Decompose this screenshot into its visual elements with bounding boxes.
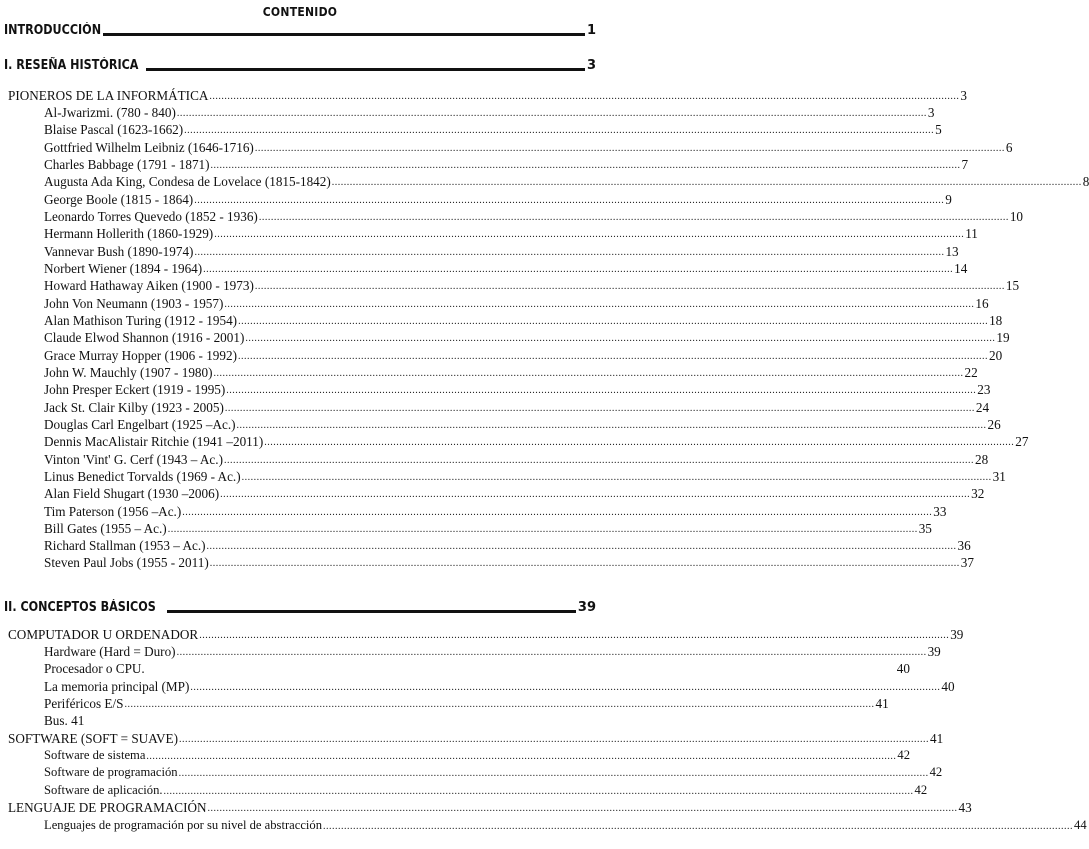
toc-leader-dots: .......................................................................................................................................................................................................................................................... bbox=[176, 108, 927, 119]
toc-entry-page: 35 bbox=[918, 521, 932, 536]
toc-entry[interactable] bbox=[8, 729, 944, 746]
toc-leader-dots: .......................................................................................................................................................................................................................................................... bbox=[224, 403, 975, 414]
toc-entry-page: 15 bbox=[1005, 278, 1020, 293]
toc-leader-dots: .......................................................................................................................................................................................................................................................... bbox=[213, 368, 964, 379]
document-title: CONTENIDO bbox=[262, 5, 338, 19]
toc-entry[interactable] bbox=[44, 103, 935, 120]
toc-entry-label: LENGUAJE DE PROGRAMACIÓN bbox=[8, 800, 207, 815]
toc-entry-label: Vinton 'Vint' G. Cerf (1943 – Ac.) bbox=[44, 452, 223, 467]
toc-leader-dots: .......................................................................................................................................................................................................................................................... bbox=[254, 281, 1005, 292]
toc-entry-page: 27 bbox=[1015, 434, 1029, 449]
toc-entry-label: Tim Paterson (1956 –Ac.) bbox=[44, 504, 182, 519]
toc-entry[interactable] bbox=[44, 677, 955, 694]
toc-entry[interactable] bbox=[44, 172, 1089, 189]
toc-section-label: INTRODUCCIÓN bbox=[4, 23, 102, 38]
toc-entry-label: Grace Murray Hopper (1906 - 1992) bbox=[44, 348, 237, 363]
toc-entry[interactable] bbox=[44, 415, 1001, 432]
toc-leader-dots: .......................................................................................................................................................................................................................................................... bbox=[146, 751, 897, 762]
toc-entry-label: Software de aplicación. bbox=[44, 783, 163, 797]
toc-entry-label: Claude Elwod Shannon (1916 - 2001) bbox=[44, 330, 245, 345]
toc-entry-page: 24 bbox=[975, 400, 990, 415]
toc-leader-dots: .......................................................................................................................................................................................................................................................... bbox=[176, 647, 927, 658]
toc-entry-label: Jack St. Clair Kilby (1923 - 2005) bbox=[44, 400, 224, 415]
toc-entry-label: Bill Gates (1955 – Ac.) bbox=[44, 521, 167, 536]
toc-entry-label: SOFTWARE (SOFT = SUAVE) bbox=[8, 731, 178, 746]
toc-leader-dots: .......................................................................................................................................................................................................................................................... bbox=[194, 195, 945, 206]
toc-section-label: II. CONCEPTOS BÁSICOS bbox=[4, 600, 156, 615]
toc-entry[interactable] bbox=[44, 467, 1006, 484]
toc-entry-label: Steven Paul Jobs (1955 - 2011) bbox=[44, 555, 209, 570]
toc-entry[interactable] bbox=[44, 746, 911, 763]
toc-entry-label: Hardware (Hard = Duro) bbox=[44, 644, 176, 659]
toc-entry[interactable] bbox=[44, 259, 968, 276]
toc-leader-dots: .......................................................................................................................................................................................................................................................... bbox=[209, 558, 960, 569]
toc-entry[interactable] bbox=[44, 642, 941, 659]
toc-entry[interactable] bbox=[44, 553, 974, 570]
toc-leader-dots: .......................................................................................................................................................................................................................................................... bbox=[207, 803, 958, 814]
toc-entry-page: 42 bbox=[914, 783, 928, 797]
toc-entry-page: 3 bbox=[960, 88, 967, 103]
toc-entry[interactable] bbox=[44, 224, 978, 241]
toc-section-label: I. RESEÑA HISTÓRICA bbox=[4, 58, 139, 73]
toc-section-conceptos-basicos[interactable] bbox=[4, 597, 596, 615]
toc-entry[interactable] bbox=[44, 519, 932, 536]
toc-leader-dots: .......................................................................................................................................................................................................................................................... bbox=[206, 541, 957, 552]
toc-entry[interactable] bbox=[44, 763, 943, 780]
toc-leader-dots: .......................................................................................................................................................................................................................................................... bbox=[179, 734, 929, 745]
toc-entry[interactable] bbox=[44, 502, 947, 519]
toc-entry[interactable] bbox=[44, 311, 1003, 328]
toc-entry-page: 3 bbox=[927, 105, 935, 120]
toc-entry-label: Douglas Carl Engelbart (1925 –Ac.) bbox=[44, 417, 236, 432]
toc-entry-page: 37 bbox=[960, 555, 974, 570]
toc-entry-page: 23 bbox=[977, 382, 991, 397]
toc-leader-dots: .......................................................................................................................................................................................................................................................... bbox=[236, 420, 987, 431]
toc-entry-page: 40 bbox=[941, 679, 955, 694]
toc-section-rule bbox=[146, 68, 585, 71]
toc-entry-label: Leonardo Torres Quevedo (1852 - 1936) bbox=[44, 209, 258, 224]
toc-leader-dots: .......................................................................................................................................................................................................................................................... bbox=[264, 437, 1015, 448]
toc-leader-dots: .......................................................................................................................................................................................................................................................... bbox=[194, 247, 945, 258]
toc-leader-dots: .......................................................................................................................................................................................................................................................... bbox=[167, 524, 918, 535]
toc-entry[interactable] bbox=[44, 484, 985, 501]
toc-entry[interactable] bbox=[44, 816, 1087, 833]
toc-entry-label: Bus. 41 bbox=[44, 713, 85, 728]
toc-entry-page: 44 bbox=[1074, 818, 1087, 832]
toc-entry-label: Alan Mathison Turing (1912 - 1954) bbox=[44, 313, 238, 328]
toc-leader-dots: .......................................................................................................................................................................................................................................................... bbox=[210, 160, 961, 171]
toc-section-page: 39 bbox=[577, 600, 596, 615]
toc-entry-page: 22 bbox=[964, 365, 978, 380]
toc-section-page: 3 bbox=[586, 58, 596, 73]
toc-entry-page: 13 bbox=[945, 244, 959, 259]
toc-entry[interactable] bbox=[44, 450, 989, 467]
toc-entry-label: Charles Babbage (1791 - 1871) bbox=[44, 157, 210, 172]
toc-entry-page: 9 bbox=[945, 192, 952, 207]
toc-entry-label: COMPUTADOR U ORDENADOR bbox=[8, 627, 199, 642]
toc-leader-dots: .......................................................................................................................................................................................................................................................... bbox=[214, 229, 965, 240]
toc-entry-page: 16 bbox=[975, 296, 989, 311]
toc-leader-dots: .......................................................................................................................................................................................................................................................... bbox=[238, 316, 989, 327]
toc-entry-page: 26 bbox=[987, 417, 1001, 432]
toc-entry[interactable] bbox=[44, 276, 1020, 293]
toc-leader-dots: .......................................................................................................................................................................................................................................................... bbox=[190, 682, 941, 693]
toc-entry-label: Software de programación bbox=[44, 765, 178, 779]
toc-entry[interactable] bbox=[44, 536, 971, 553]
toc-entry-label: Blaise Pascal (1623-1662) bbox=[44, 122, 184, 137]
toc-entry[interactable] bbox=[44, 242, 959, 259]
toc-entry-label: George Boole (1815 - 1864) bbox=[44, 192, 194, 207]
toc-section-rule bbox=[103, 33, 585, 36]
toc-entry-label: Periféricos E/S bbox=[44, 696, 124, 711]
toc-leader-dots: .......................................................................................................................................................................................................................................................... bbox=[184, 125, 935, 136]
toc-leader-dots: .......................................................................................................................................................................................................................................................... bbox=[237, 351, 988, 362]
toc-entry-page: 5 bbox=[935, 122, 942, 137]
toc-entry-label: PIONEROS DE LA INFORMÁTICA bbox=[8, 88, 209, 103]
toc-entry[interactable] bbox=[44, 432, 1029, 449]
toc-leader-dots: .......................................................................................................................................................................................................................................................... bbox=[258, 212, 1009, 223]
toc-entry-label: Richard Stallman (1953 – Ac.) bbox=[44, 538, 206, 553]
toc-leader-dots: .......................................................................................................................................................................................................................................................... bbox=[203, 264, 954, 275]
toc-entry-page: 18 bbox=[989, 313, 1003, 328]
toc-entry-page: 40 bbox=[896, 661, 910, 676]
toc-entry-page: 20 bbox=[988, 348, 1003, 363]
toc-entry[interactable] bbox=[44, 207, 1023, 224]
toc-leader-dots: .......................................................................................................................................................................................................................................................... bbox=[224, 299, 975, 310]
toc-entry[interactable] bbox=[8, 798, 972, 815]
toc-entry[interactable] bbox=[44, 398, 990, 415]
toc-entry-label: Software de sistema bbox=[44, 748, 146, 762]
toc-leader-dots: .......................................................................................................................................................................................................................................................... bbox=[241, 472, 992, 483]
toc-entry-label: Gottfried Wilhelm Leibniz (1646-1716) bbox=[44, 140, 254, 155]
toc-entry[interactable] bbox=[8, 625, 964, 642]
toc-entry-page: 39 bbox=[927, 644, 941, 659]
toc-entry-page: 11 bbox=[965, 226, 978, 241]
toc-leader-dots: .......................................................................................................................................................................................................................................................... bbox=[220, 489, 971, 500]
toc-leader-dots: .......................................................................................................................................................................................................................................................... bbox=[245, 333, 996, 344]
toc-entry-page: 42 bbox=[897, 748, 911, 762]
toc-leader-dots: .......................................................................................................................................................................................................................................................... bbox=[163, 786, 914, 797]
toc-entry[interactable] bbox=[44, 328, 1010, 345]
toc-entry-label: Al-Jwarizmi. (780 - 840) bbox=[44, 105, 176, 120]
toc-leader-dots: .......................................................................................................................................................................................................................................................... bbox=[178, 768, 929, 779]
toc-entry-page: 31 bbox=[992, 469, 1006, 484]
toc-entry[interactable] bbox=[44, 120, 942, 137]
toc-section-rule bbox=[167, 610, 576, 613]
toc-entry[interactable] bbox=[44, 363, 978, 380]
toc-entry[interactable] bbox=[44, 346, 1003, 363]
toc-entry-label: Alan Field Shugart (1930 –2006) bbox=[44, 486, 220, 501]
toc-entry-label: Procesador o CPU. bbox=[44, 661, 145, 676]
toc-entry-label: Hermann Hollerith (1860-1929) bbox=[44, 226, 214, 241]
toc-entry[interactable] bbox=[44, 138, 1013, 155]
toc-entry-page: 42 bbox=[929, 765, 943, 779]
toc-entry-label: John Presper Eckert (1919 - 1995) bbox=[44, 382, 226, 397]
toc-entry[interactable] bbox=[44, 694, 889, 711]
toc-leader-dots: .......................................................................................................................................................................................................................................................... bbox=[223, 455, 974, 466]
toc-leader-dots: .......................................................................................................................................................................................................................................................... bbox=[331, 177, 1082, 188]
toc-entry-page: 33 bbox=[933, 504, 947, 519]
toc-entry-page: 19 bbox=[996, 330, 1010, 345]
toc-entry[interactable] bbox=[44, 294, 989, 311]
toc-leader-dots: .......................................................................................................................................................................................................................................................... bbox=[124, 699, 875, 710]
toc-entry[interactable] bbox=[44, 380, 991, 397]
toc-entry-page: 6 bbox=[1005, 140, 1013, 155]
toc-entry-page: 39 bbox=[950, 627, 964, 642]
toc-entry-label: Vannevar Bush (1890-1974) bbox=[44, 244, 194, 259]
toc-entry[interactable] bbox=[44, 781, 928, 798]
toc-entry-page: 10 bbox=[1009, 209, 1023, 224]
toc-entry-label: Norbert Wiener (1894 - 1964) bbox=[44, 261, 203, 276]
toc-entry-page: 43 bbox=[958, 800, 972, 815]
toc-entry-label: Linus Benedict Torvalds (1969 - Ac.) bbox=[44, 469, 241, 484]
toc-entry[interactable] bbox=[8, 86, 967, 103]
toc-entry-page: 41 bbox=[930, 731, 944, 746]
toc-entry-page: 41 bbox=[875, 696, 889, 711]
toc-entry[interactable] bbox=[44, 711, 594, 728]
toc-leader-dots: .......................................................................................................................................................................................................................................................... bbox=[199, 630, 950, 641]
toc-leader-dots: .......................................................................................................................................................................................................................................................... bbox=[182, 507, 933, 518]
toc-section-resena-historica[interactable] bbox=[4, 55, 596, 73]
toc-section-introduccion[interactable] bbox=[4, 20, 596, 38]
toc-entry-label: La memoria principal (MP) bbox=[44, 679, 190, 694]
toc-entry-page: 8 bbox=[1082, 174, 1089, 189]
toc-entry-page: 7 bbox=[961, 157, 969, 172]
toc-leader-dots: .......................................................................................................................................................................................................................................................... bbox=[226, 385, 977, 396]
toc-leader-dots: .......................................................................................................................................................................................................................................................... bbox=[323, 821, 1074, 832]
toc-leader-dots: .......................................................................................................................................................................................................................................................... bbox=[209, 91, 960, 102]
toc-entry-page: 14 bbox=[954, 261, 968, 276]
toc-leader-dots: .......................................................................................................................................................................................................................................................... bbox=[254, 143, 1005, 154]
toc-section-page: 1 bbox=[586, 23, 596, 38]
toc-entry-page: 28 bbox=[974, 452, 989, 467]
toc-entry[interactable] bbox=[44, 190, 952, 207]
toc-entry-page: 32 bbox=[971, 486, 985, 501]
toc-entry-label: Lenguajes de programación por su nivel de abstracción bbox=[44, 818, 323, 832]
toc-entry[interactable] bbox=[44, 155, 969, 172]
toc-entry[interactable] bbox=[44, 659, 910, 676]
toc-entry-label: John W. Mauchly (1907 - 1980) bbox=[44, 365, 213, 380]
toc-entry-page: 36 bbox=[957, 538, 971, 553]
toc-entry-label: Howard Hathaway Aiken (1900 - 1973) bbox=[44, 278, 254, 293]
toc-entry-label: Augusta Ada King, Condesa de Lovelace (1815-1842) bbox=[44, 174, 331, 189]
toc-entry-label: Dennis MacAlistair Ritchie (1941 –2011) bbox=[44, 434, 264, 449]
toc-entry-label: John Von Neumann (1903 - 1957) bbox=[44, 296, 224, 311]
